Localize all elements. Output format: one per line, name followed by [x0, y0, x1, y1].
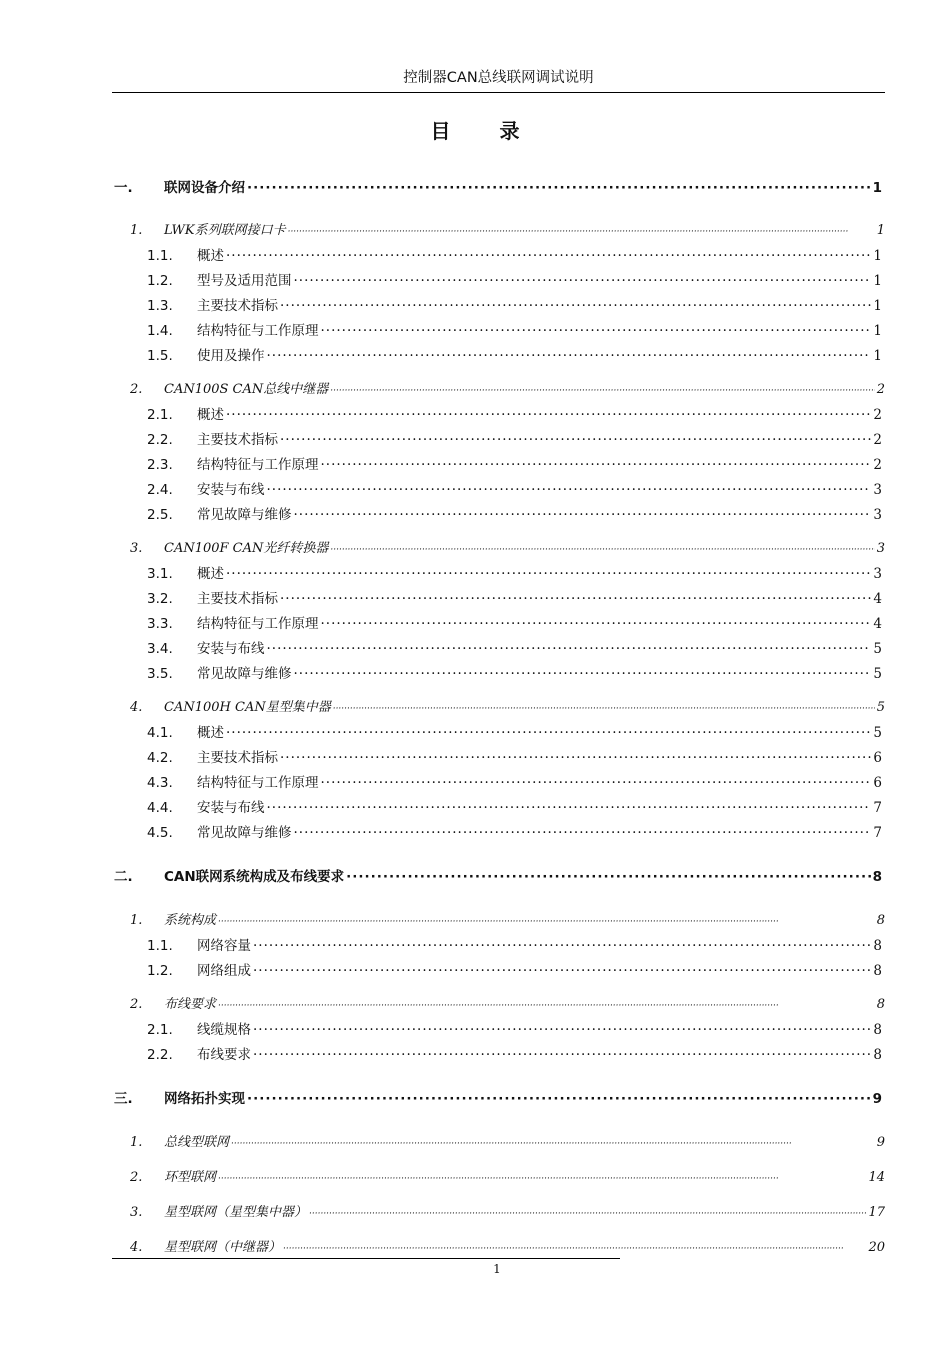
toc-subsection-entry[interactable] [147, 478, 882, 498]
toc-entry-number: 2. [130, 1170, 143, 1185]
toc-entry-page: 8 [873, 1022, 882, 1038]
toc-section-entry[interactable] [130, 993, 885, 1012]
toc-subsection-entry[interactable] [147, 821, 882, 841]
toc-entry-number: 1.2. [147, 273, 173, 289]
toc-dot-leader [226, 248, 871, 264]
toc-entry-page: 8 [873, 938, 882, 954]
page-title: 目 录 [430, 119, 520, 143]
toc-subsection-entry[interactable] [147, 771, 882, 791]
toc-dot-leader [333, 700, 875, 715]
toc-entry-page: 4 [873, 616, 882, 632]
toc-dot-leader [253, 938, 871, 954]
toc-entry-page: 2 [873, 432, 882, 448]
toc-subsection-entry[interactable] [147, 721, 882, 741]
toc-entry-title: 结构特征与工作原理 [197, 323, 319, 339]
toc-entry-title: 网络容量 [197, 938, 251, 954]
toc-entry-number: 4.4. [147, 800, 173, 816]
toc-entry-title: 结构特征与工作原理 [197, 775, 319, 791]
toc-entry-title: 网络组成 [197, 963, 251, 979]
toc-entry-number: 2.3. [147, 457, 173, 473]
toc-entry-page: 1 [872, 180, 882, 196]
toc-entry-number: 1.1. [147, 938, 173, 954]
toc-entry-title: CAN100F CAN光纤转换器 [164, 541, 329, 556]
toc-entry-title: 网络拓扑实现 [164, 1091, 245, 1107]
toc-entry-page: 3 [876, 541, 885, 556]
toc-dot-leader [330, 541, 874, 556]
toc-entry-page: 5 [876, 700, 885, 715]
toc-entry-title: 安装与布线 [197, 482, 265, 498]
toc-dot-leader [226, 407, 871, 423]
toc-entry-title: 常见故障与维修 [197, 507, 292, 523]
toc-entry-title: CAN100H CAN星型集中器 [164, 700, 331, 715]
toc-entry-page: 7 [873, 825, 882, 841]
toc-dot-leader [294, 273, 872, 289]
toc-dot-leader [321, 775, 872, 791]
footer-divider [112, 1258, 620, 1259]
toc-entry-number: 2.2. [147, 432, 173, 448]
toc-entry-title: 安装与布线 [197, 641, 265, 657]
toc-subsection-entry[interactable] [147, 503, 882, 523]
toc-entry-title: 概述 [197, 248, 224, 264]
toc-entry-title: 结构特征与工作原理 [197, 457, 319, 473]
toc-entry-title: 环型联网 [164, 1170, 217, 1185]
toc-dot-leader [218, 997, 875, 1012]
toc-dot-leader [283, 1240, 866, 1255]
toc-subsection-entry[interactable] [147, 453, 882, 473]
toc-entry-page: 8 [876, 913, 885, 928]
toc-entry-number: 4. [130, 700, 143, 715]
toc-entry-title: 线缆规格 [197, 1022, 251, 1038]
toc-entry-title: 概述 [197, 407, 224, 423]
toc-entry-number: 4.1. [147, 725, 173, 741]
toc-section-entry[interactable] [130, 219, 885, 238]
toc-entry-number: 1. [130, 1135, 143, 1150]
toc-entry-page: 1 [876, 223, 885, 238]
toc-entry-page: 8 [872, 869, 882, 885]
toc-entry-number: 4.5. [147, 825, 173, 841]
toc-entry-number: 3. [130, 541, 143, 556]
toc-entry-number: 2.1. [147, 407, 173, 423]
toc-dot-leader [346, 869, 870, 885]
toc-subsection-entry[interactable] [147, 587, 882, 607]
toc-entry-page: 6 [873, 750, 882, 766]
toc-subsection-entry[interactable] [147, 269, 882, 289]
toc-section-entry[interactable] [130, 696, 885, 715]
toc-entry-number: 3. [130, 1205, 143, 1220]
toc-entry-page: 7 [873, 800, 882, 816]
toc-entry-number: 1.2. [147, 963, 173, 979]
toc-entry-title: LWK系列联网接口卡 [164, 223, 286, 238]
toc-entry-title: 概述 [197, 566, 224, 582]
toc-entry-title: 概述 [197, 725, 224, 741]
toc-subsection-entry[interactable] [147, 662, 882, 682]
toc-subsection-entry[interactable] [147, 428, 882, 448]
toc-dot-leader [321, 616, 872, 632]
toc-entry-page: 5 [873, 725, 882, 741]
toc-dot-leader [330, 382, 874, 397]
toc-entry-number: 2. [130, 382, 143, 397]
toc-subsection-entry[interactable] [147, 796, 882, 816]
toc-dot-leader [280, 298, 871, 314]
toc-entry-number: 1. [130, 223, 143, 238]
toc-subsection-entry[interactable] [147, 959, 882, 979]
toc-entry-page: 1 [873, 348, 882, 364]
toc-subsection-entry[interactable] [147, 1018, 882, 1038]
toc-entry-title: 星型联网（星型集中器） [164, 1205, 308, 1220]
toc-entry-page: 5 [873, 666, 882, 682]
toc-entry-number: 2. [130, 997, 143, 1012]
toc-entry-page: 9 [876, 1135, 885, 1150]
toc-entry-number: 4.3. [147, 775, 173, 791]
header-text: 控制器CAN总线联网调试说明 [403, 70, 594, 86]
toc-dot-leader [226, 725, 871, 741]
toc-entry-number: 1.4. [147, 323, 173, 339]
toc-entry-number: 3.2. [147, 591, 173, 607]
toc-entry-title: 联网设备介绍 [164, 180, 245, 196]
toc-entry-page: 8 [873, 963, 882, 979]
toc-entry-title: 安装与布线 [197, 800, 265, 816]
toc-entry-number: 3.3. [147, 616, 173, 632]
toc-entry-page: 2 [873, 407, 882, 423]
toc-entry-number: 3.1. [147, 566, 173, 582]
toc-entry-page: 5 [873, 641, 882, 657]
toc-entry-page: 8 [876, 997, 885, 1012]
toc-subsection-entry[interactable] [147, 319, 882, 339]
toc-section-entry[interactable] [130, 1131, 885, 1150]
toc-entry-page: 9 [872, 1091, 882, 1107]
toc-subsection-entry[interactable] [147, 1043, 882, 1063]
toc-section-entry[interactable] [130, 537, 885, 556]
toc-dot-leader [280, 591, 871, 607]
toc-subsection-entry[interactable] [147, 562, 882, 582]
toc-dot-leader [247, 1091, 871, 1107]
toc-dot-leader [294, 507, 872, 523]
toc-dot-leader [280, 432, 871, 448]
toc-entry-page: 3 [873, 507, 882, 523]
toc-entry-title: 布线要求 [197, 1047, 251, 1063]
toc-dot-leader [309, 1205, 866, 1220]
toc-subsection-entry[interactable] [147, 934, 882, 954]
toc-dot-leader [253, 1022, 871, 1038]
toc-entry-page: 2 [876, 382, 885, 397]
toc-entry-number: 2.4. [147, 482, 173, 498]
toc-entry-title: 结构特征与工作原理 [197, 616, 319, 632]
toc-subsection-entry[interactable] [147, 746, 882, 766]
toc-entry-page: 17 [868, 1205, 885, 1220]
toc-entry-number: 2.1. [147, 1022, 173, 1038]
toc-dot-leader [288, 223, 875, 238]
toc-subsection-entry[interactable] [147, 612, 882, 632]
toc-section-entry[interactable] [130, 909, 885, 928]
toc-section-entry[interactable] [130, 1236, 885, 1255]
toc-subsection-entry[interactable] [147, 637, 882, 657]
toc-entry-number: 3.4. [147, 641, 173, 657]
toc-dot-leader [267, 482, 872, 498]
toc-entry-number: 1.1. [147, 248, 173, 264]
page-number: 1 [493, 1262, 501, 1276]
toc-entry-page: 1 [873, 248, 882, 264]
toc-entry-page: 3 [873, 566, 882, 582]
toc-dot-leader [321, 323, 872, 339]
toc-dot-leader [226, 566, 871, 582]
toc-dot-leader [267, 641, 872, 657]
toc-entry-title: 使用及操作 [197, 348, 265, 364]
toc-dot-leader [231, 1135, 875, 1150]
toc-entry-number: 二. [114, 869, 133, 885]
toc-entry-number: 2.2. [147, 1047, 173, 1063]
toc-entry-number: 三. [114, 1091, 133, 1107]
toc-entry-number: 1.5. [147, 348, 173, 364]
toc-entry-page: 8 [873, 1047, 882, 1063]
toc-entry-number: 3.5. [147, 666, 173, 682]
toc-subsection-entry[interactable] [147, 294, 882, 314]
toc-dot-leader [294, 825, 872, 841]
page-header [112, 66, 885, 93]
toc-entry-title: 布线要求 [164, 997, 217, 1012]
toc-entry-title: 主要技术指标 [197, 432, 278, 448]
toc-dot-leader [253, 963, 871, 979]
toc-section-entry[interactable] [130, 378, 885, 397]
toc-entry-title: 总线型联网 [164, 1135, 230, 1150]
toc-dot-leader [218, 913, 875, 928]
toc-dot-leader [267, 800, 872, 816]
toc-entry-title: 星型联网（中继器） [164, 1240, 282, 1255]
toc-entry-number: 2.5. [147, 507, 173, 523]
toc-entry-title: CAN联网系统构成及布线要求 [164, 869, 345, 885]
toc-entry-number: 4. [130, 1240, 143, 1255]
toc-entry-page: 1 [873, 323, 882, 339]
toc-entry-number: 一. [114, 180, 133, 196]
toc-entry-title: 主要技术指标 [197, 750, 278, 766]
toc-dot-leader [247, 180, 871, 196]
toc-dot-leader [294, 666, 872, 682]
toc-entry-title: 型号及适用范围 [197, 273, 292, 289]
toc-entry-number: 4.2. [147, 750, 173, 766]
toc-section-entry[interactable] [130, 1166, 885, 1185]
toc-entry-page: 14 [868, 1170, 885, 1185]
toc-entry-number: 1.3. [147, 298, 173, 314]
toc-dot-leader [218, 1170, 866, 1185]
toc-subsection-entry[interactable] [147, 344, 882, 364]
toc-dot-leader [267, 348, 872, 364]
toc-entry-page: 6 [873, 775, 882, 791]
toc-chapter-entry[interactable] [114, 865, 882, 885]
toc-chapter-entry[interactable] [114, 176, 882, 196]
toc-subsection-entry[interactable] [147, 403, 882, 423]
toc-entry-page: 3 [873, 482, 882, 498]
toc-dot-leader [321, 457, 872, 473]
toc-entry-page: 20 [868, 1240, 885, 1255]
toc-entry-page: 1 [873, 298, 882, 314]
toc-section-entry[interactable] [130, 1201, 885, 1220]
toc-entry-title: 主要技术指标 [197, 591, 278, 607]
toc-entry-page: 4 [873, 591, 882, 607]
toc-entry-title: 常见故障与维修 [197, 825, 292, 841]
toc-entry-title: 主要技术指标 [197, 298, 278, 314]
toc-entry-title: CAN100S CAN总线中继器 [164, 382, 329, 397]
toc-entry-number: 1. [130, 913, 143, 928]
toc-entry-page: 2 [873, 457, 882, 473]
toc-chapter-entry[interactable] [114, 1087, 882, 1107]
toc-dot-leader [280, 750, 871, 766]
toc-entry-title: 系统构成 [164, 913, 217, 928]
toc-dot-leader [253, 1047, 871, 1063]
toc-entry-title: 常见故障与维修 [197, 666, 292, 682]
toc-subsection-entry[interactable] [147, 244, 882, 264]
toc-entry-page: 1 [873, 273, 882, 289]
